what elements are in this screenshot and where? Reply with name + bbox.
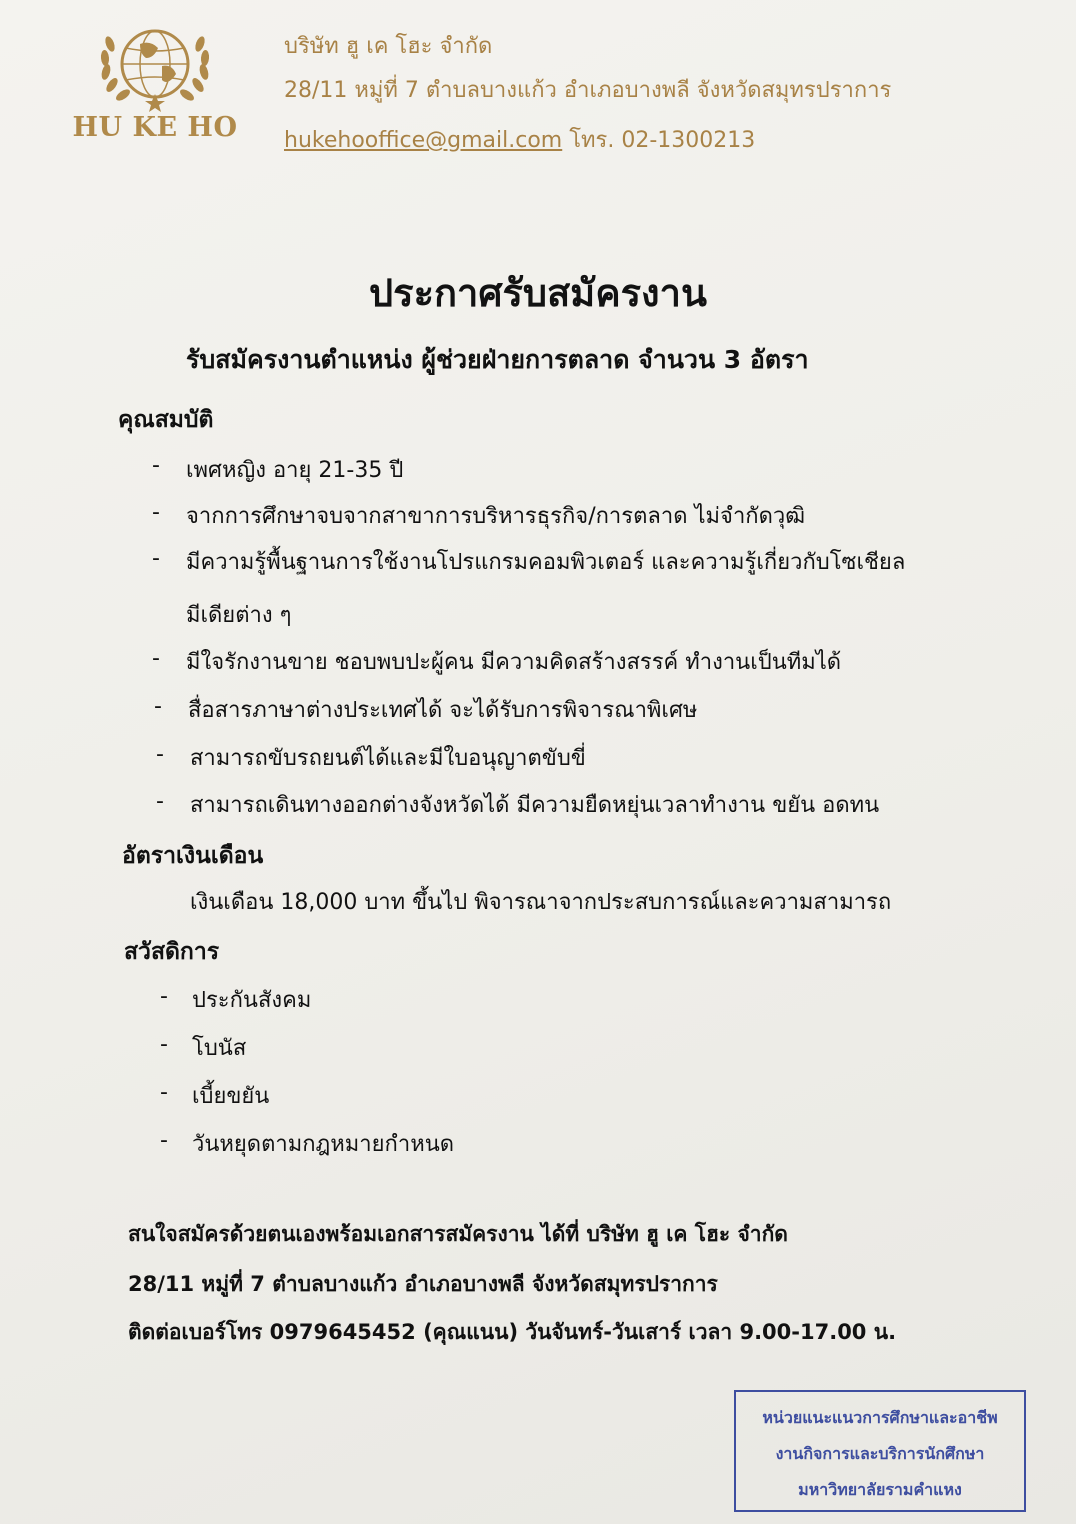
company-contact (284, 122, 755, 157)
closing-line: ติดต่อเบอร์โทร 0979645452 (คุณแนน) วันจันทร์-วันเสาร์ เวลา 9.00-17.00 น. (128, 1320, 897, 1344)
closing-line: สนใจสมัครด้วยตนเองพร้อมเอกสารสมัครงาน ได้ที่ บริษัท ฮู เค โฮะ จำกัด (128, 1222, 788, 1246)
stamp-line: งานกิจการและบริการนักศึกษา (775, 1444, 985, 1463)
bullet-dash: - (160, 1032, 168, 1057)
bullet-dash: - (152, 453, 160, 478)
qualification-item-continuation: มีเดียต่าง ๆ (186, 603, 292, 628)
company-address: 28/11 หมู่ที่ 7 ตำบลบางแก้ว อำเภอบางพลี จังหวัดสมุทรปราการ (284, 78, 892, 103)
stamp-line: มหาวิทยาลัยรามคำแหง (798, 1480, 962, 1499)
company-name: บริษัท ฮู เค โฮะ จำกัด (284, 34, 493, 59)
bullet-dash: - (156, 789, 164, 814)
bullet-dash: - (160, 1128, 168, 1153)
closing-line: 28/11 หมู่ที่ 7 ตำบลบางแก้ว อำเภอบางพลี จังหวัดสมุทรปราการ (128, 1272, 718, 1296)
bullet-dash: - (152, 646, 160, 671)
university-stamp (734, 1390, 1026, 1512)
logo-wordmark: HU KE HO (72, 112, 238, 143)
bullet-dash: - (156, 742, 164, 767)
page-title: ประกาศรับสมัครงาน (369, 271, 707, 315)
qualification-item: จากการศึกษาจบจากสาขาการบริหารธุรกิจ/การตลาด ไม่จำกัดวุฒิ (186, 504, 806, 529)
qualifications-heading: คุณสมบัติ (118, 407, 214, 433)
salary-text: เงินเดือน 18,000 บาท ขึ้นไป พิจารณาจากประสบการณ์และความสามารถ (190, 890, 892, 915)
bullet-dash: - (154, 694, 162, 719)
qualification-item: มีความรู้พื้นฐานการใช้งานโปรแกรมคอมพิวเตอร์ และความรู้เกี่ยวกับโซเชียล (186, 550, 906, 575)
bullet-dash: - (152, 500, 160, 525)
salary-heading: อัตราเงินเดือน (122, 843, 264, 869)
bullet-dash: - (160, 1080, 168, 1105)
qualification-item: มีใจรักงานขาย ชอบพบปะผู้คน มีความคิดสร้างสรรค์ ทำงานเป็นทีมได้ (186, 650, 842, 675)
company-phone: โทร. 02-1300213 (562, 128, 756, 153)
qualification-item: สื่อสารภาษาต่างประเทศได้ จะได้รับการพิจารณาพิเศษ (188, 698, 698, 723)
benefit-item: เบี้ยขยัน (192, 1084, 270, 1109)
bullet-dash: - (160, 984, 168, 1009)
benefit-item: ประกันสังคม (192, 988, 312, 1013)
bullet-dash: - (152, 546, 160, 571)
position-subtitle: รับสมัครงานตำแหน่ง ผู้ช่วยฝ่ายการตลาด จำนวน 3 อัตรา (186, 345, 809, 374)
benefits-heading: สวัสดิการ (124, 939, 220, 965)
qualification-item: สามารถเดินทางออกต่างจังหวัดได้ มีความยืดหยุ่นเวลาทำงาน ขยัน อดทน (190, 793, 880, 818)
stamp-line: หน่วยแนะแนวการศึกษาและอาชีพ (762, 1408, 998, 1427)
company-email-link[interactable]: hukehooffice@gmail.com (284, 128, 563, 153)
benefit-item: โบนัส (192, 1036, 247, 1061)
benefit-item: วันหยุดตามกฎหมายกำหนด (192, 1132, 455, 1157)
qualification-item: สามารถขับรถยนต์ได้และมีใบอนุญาตขับขี่ (190, 746, 586, 771)
qualification-item: เพศหญิง อายุ 21-35 ปี (186, 458, 404, 483)
